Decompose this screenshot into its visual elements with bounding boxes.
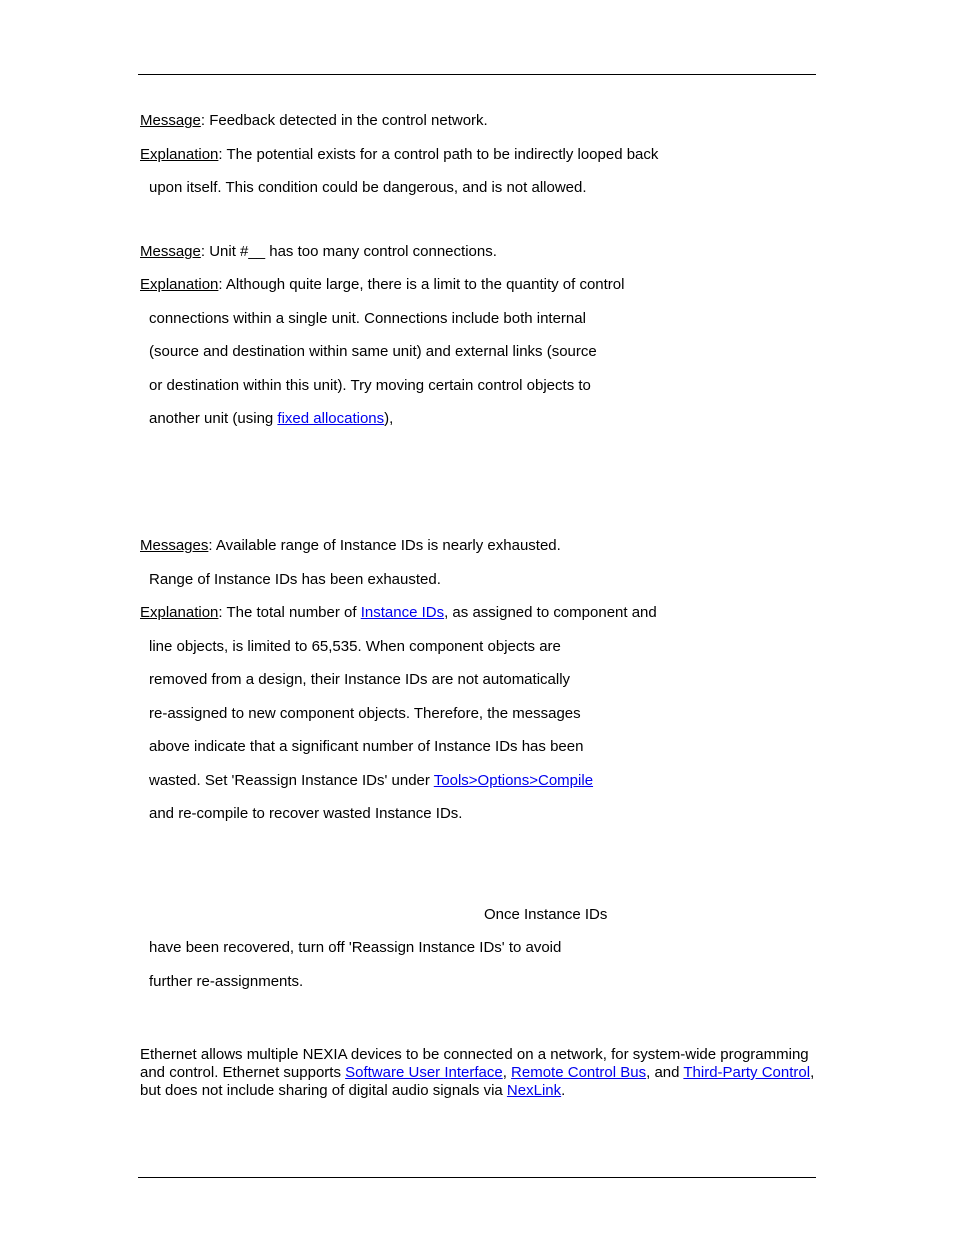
remote-control-bus-link[interactable]: Remote Control Bus xyxy=(511,1064,647,1081)
msg2-message-text: : Unit #__ has too many control connections. xyxy=(200,243,497,260)
msg2-explanation-line xyxy=(140,276,624,294)
ethernet-text-5: . xyxy=(561,1082,566,1099)
msg2-explanation-line-2: connections within a single unit. Connections include both internal xyxy=(149,310,586,327)
msg1-explanation-line xyxy=(140,146,658,164)
msg1-explanation-label: Explanation xyxy=(140,146,219,163)
msg3-messages-line-2: Range of Instance IDs has been exhausted. xyxy=(149,571,441,588)
msg2-message-label: Message xyxy=(140,243,201,260)
ethernet-text-2: , xyxy=(502,1064,512,1081)
msg3-line-5: above indicate that a significant number of Instance IDs has been xyxy=(149,738,584,755)
msg3-recovered-line-1: have been recovered, turn off 'Reassign Instance IDs' to avoid xyxy=(149,939,562,956)
msg3-explanation-after-link: , as assigned to component and xyxy=(444,604,657,621)
footer-rule xyxy=(138,1177,816,1178)
msg2-explanation-line-4: or destination within this unit). Try moving certain control objects to xyxy=(149,377,591,394)
msg2-explanation-line-5 xyxy=(149,410,393,428)
msg2-explanation-line-3: (source and destination within same unit) and external links (source xyxy=(149,343,597,360)
ethernet-text-4: , but does not include sharing of digital audio signals via xyxy=(140,1064,815,1099)
msg1-message-text: : Feedback detected in the control network. xyxy=(200,112,488,129)
msg3-line-4: re-assigned to new component objects. Therefore, the messages xyxy=(149,705,581,722)
msg3-line-3: removed from a design, their Instance IDs are not automatically xyxy=(149,671,571,688)
ethernet-text-3: , and xyxy=(646,1064,684,1081)
software-user-interface-link[interactable]: Software User Interface xyxy=(345,1064,503,1081)
third-party-control-link[interactable]: Third-Party Control xyxy=(683,1064,811,1081)
msg3-messages-text: : Available range of Instance IDs is nearly exhausted. xyxy=(208,537,561,554)
msg1-explanation-text: : The potential exists for a control path to be indirectly looped back xyxy=(218,146,659,163)
ethernet-text-1: Ethernet allows multiple NEXIA devices to be connected on a network, for system-wide programming and control. Ethernet supports xyxy=(140,1046,809,1081)
msg3-wasted-text: wasted. Set 'Reassign Instance IDs' under xyxy=(149,772,434,789)
msg3-line-6 xyxy=(149,772,593,790)
msg1-message-line xyxy=(140,112,488,130)
fixed-allocations-link[interactable]: fixed allocations xyxy=(277,410,385,427)
msg3-explanation-label: Explanation xyxy=(140,604,219,621)
msg3-recovered-line-2: further re-assignments. xyxy=(149,973,304,990)
msg1-explanation-line-2: upon itself. This condition could be dangerous, and is not allowed. xyxy=(149,179,587,196)
msg3-once-line: Once Instance IDs xyxy=(484,906,608,923)
msg2-explanation-label: Explanation xyxy=(140,276,219,293)
header-rule xyxy=(138,74,816,75)
msg2-explanation-text-5: another unit (using xyxy=(149,410,278,427)
msg3-explanation-line xyxy=(140,604,657,622)
msg2-explanation-text: : Although quite large, there is a limit to the quantity of control xyxy=(218,276,625,293)
msg3-line-2: line objects, is limited to 65,535. When component objects are xyxy=(149,638,561,655)
tools-options-compile-link[interactable]: Tools>Options>Compile xyxy=(433,772,594,789)
msg2-after-link: ), xyxy=(384,410,394,427)
instance-ids-link[interactable]: Instance IDs xyxy=(360,604,445,621)
msg3-line-7: and re-compile to recover wasted Instance IDs. xyxy=(149,805,463,822)
msg3-explanation-text: : The total number of xyxy=(218,604,361,621)
msg3-messages-label: Messages xyxy=(140,537,209,554)
nexlink-link[interactable]: NexLink xyxy=(506,1082,562,1099)
msg2-message-line xyxy=(140,243,497,261)
msg3-messages-line xyxy=(140,537,561,555)
ethernet-paragraph xyxy=(140,1046,816,1100)
msg1-message-label: Message xyxy=(140,112,201,129)
